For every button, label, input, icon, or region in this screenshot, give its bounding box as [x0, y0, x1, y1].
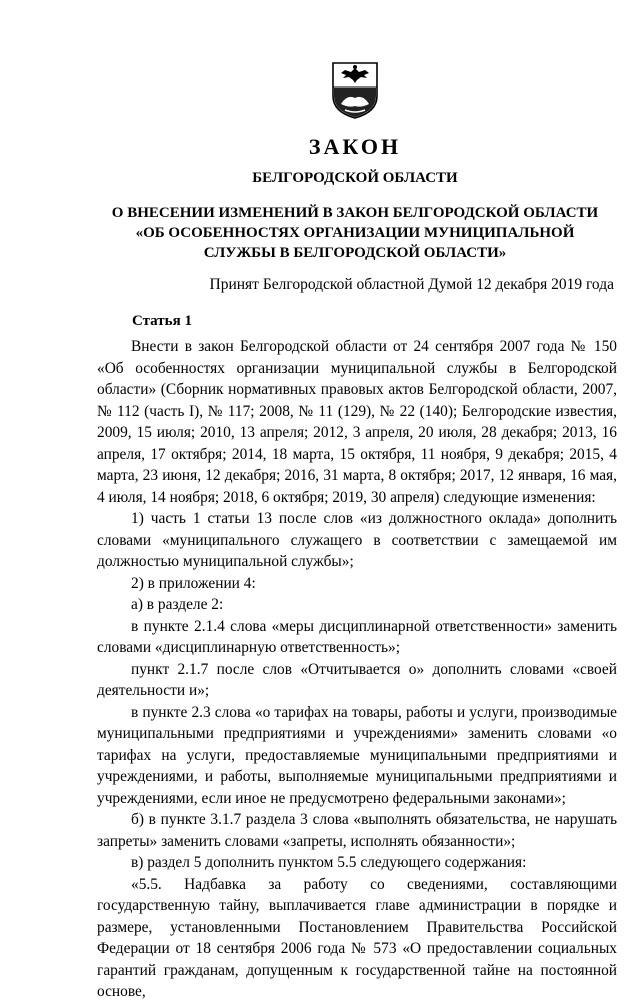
article-paragraph: 2) в приложении 4: [131, 574, 256, 592]
article-body [97, 336, 617, 1003]
law-subject-line: СЛУЖБЫ В БЕЛГОРОДСКОЙ ОБЛАСТИ» [203, 245, 507, 261]
article-paragraph: пункт 2.1.7 после слов «Отчитывается о» дополнить словами «своей деятельности и»; [97, 660, 617, 699]
article-paragraph: в пункте 2.1.4 слова «меры дисциплинарной ответственности» заменить словами «дисциплинарную ответственность»; [97, 617, 617, 656]
law-subject-line: О ВНЕСЕНИИ ИЗМЕНЕНИЙ В ЗАКОН БЕЛГОРОДСКОЙ ОБЛАСТИ [111, 205, 599, 221]
law-subject [100, 203, 610, 263]
article-heading: Статья 1 [132, 313, 192, 329]
article-paragraph: б) в пункте 3.1.7 раздела 3 слова «выполнять обязательства, не нарушать запреты» заменить словами «запреты, исполнять обязанности»; [97, 811, 617, 850]
belgorod-coat-of-arms-icon [331, 60, 379, 120]
region-name: БЕЛГОРОДСКОЙ ОБЛАСТИ [252, 170, 458, 186]
law-subject-line: «ОБ ОСОБЕННОСТЯХ ОРГАНИЗАЦИИ МУНИЦИПАЛЬНОЙ [135, 225, 575, 241]
article-paragraph: Внести в закон Белгородской области от 24 сентября 2007 года № 150 «Об особенностях организации муниципальной службы в Белгородской области» (Сборник нормативных правовых актов Белгородской области, 2007, № 112 (часть I), № 117; 2008, № 11 (129), № 22 (140); Белгородские известия, 2009, 15 июля; 2010, 13 апреля; 2012, 3 апреля, 20 июля, 28 декабря; 2013, 16 апреля, 17 октября; 2014, 18 марта, 15 октября, 11 ноября, 9 декабря; 2015, 4 марта, 23 июня, 12 декабря; 2016, 31 марта, 8 октября; 2017, 12 января, 16 мая, 4 июля, 14 ноября; 2018, 6 октября; 2019, 30 апреля) следующие изменения: [97, 338, 617, 506]
document-title: ЗАКОН [308, 134, 402, 159]
article-paragraph: 1) часть 1 статьи 13 после слов «из должностного оклада» дополнить словами «муниципального служащего в соответствии с замещаемой им должностью муниципальной службы»; [97, 510, 617, 570]
adoption-note: Принят Белгородской областной Думой 12 декабря 2019 года [209, 276, 614, 293]
article-paragraph: а) в разделе 2: [131, 596, 224, 613]
article-paragraph: в) раздел 5 дополнить пунктом 5.5 следующего содержания: [131, 854, 527, 871]
article-paragraph: «5.5. Надбавка за работу со сведениями, составляющими государственную тайну, выплачивается главе администрации в порядке и размере, установленными Постановлением Правительства Российской Федерации от 18 сентября 2006 года № 573 «О предоставлении социальных гарантий гражданам, допущенным к государственной тайне на постоянной основе, [97, 875, 617, 1000]
article-paragraph: в пункте 2.3 слова «о тарифах на товары, работы и услуги, производимые муниципальными предприятиями и учреждениями» заменить словами «о тарифах на услуги, предоставляемые муниципальными предприятиями и учреждениями, и работы, выполняемые муниципальными предприятиями и учреждениями, если иное не предусмотрено федеральными законами»; [97, 703, 617, 807]
